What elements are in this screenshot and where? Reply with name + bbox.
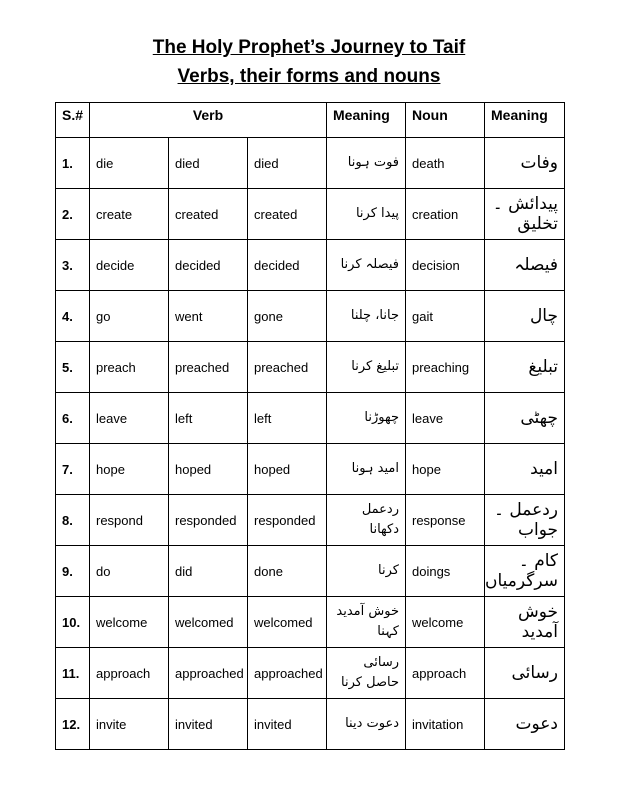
verb-past-participle-cell: hoped [248, 444, 327, 495]
verb-past-participle-cell: decided [248, 240, 327, 291]
table-row [56, 597, 565, 648]
verb-past-form-cell: hoped [169, 444, 248, 495]
verb-meaning-urdu-cell: تبلیغ کرنا [327, 342, 406, 393]
verb-meaning-urdu-cell: فوت ہونا [327, 138, 406, 189]
verb-past-form-cell: responded [169, 495, 248, 546]
verb-past-form-cell: left [169, 393, 248, 444]
table-row [56, 495, 565, 546]
noun-meaning-urdu-cell: امید [485, 444, 565, 495]
noun-meaning-urdu-cell: کام ۔ سرگرمیاں [485, 546, 565, 597]
table-row [56, 240, 565, 291]
verb-meaning-urdu-cell: دعوت دینا [327, 699, 406, 750]
verb-meaning-urdu-cell: ردعمل دکھانا [327, 495, 406, 546]
verb-base-form-cell: hope [90, 444, 169, 495]
verb-past-form-cell: approached [169, 648, 248, 699]
noun-meaning-urdu-cell: چھٹی [485, 393, 565, 444]
noun-meaning-urdu-cell: چال [485, 291, 565, 342]
verb-base-form-cell: go [90, 291, 169, 342]
verb-past-form-cell: decided [169, 240, 248, 291]
table-row [56, 342, 565, 393]
verb-base-form-cell: do [90, 546, 169, 597]
serial-number-cell: 8. [56, 495, 90, 546]
noun-cell: death [406, 138, 485, 189]
noun-cell: gait [406, 291, 485, 342]
header-serial: S.# [56, 103, 90, 138]
verb-past-participle-cell: done [248, 546, 327, 597]
noun-meaning-urdu-cell: پیدائش ۔ تخلیق [485, 189, 565, 240]
page-subtitle: Verbs, their forms and nouns [177, 66, 441, 87]
verb-past-participle-cell: died [248, 138, 327, 189]
noun-cell: hope [406, 444, 485, 495]
verb-past-form-cell: created [169, 189, 248, 240]
verb-base-form-cell: preach [90, 342, 169, 393]
table-row [56, 138, 565, 189]
verb-base-form-cell: respond [90, 495, 169, 546]
verb-past-form-cell: invited [169, 699, 248, 750]
verb-past-participle-cell: created [248, 189, 327, 240]
table-row [56, 699, 565, 750]
table-row [56, 189, 565, 240]
verb-past-form-cell: went [169, 291, 248, 342]
serial-number-cell: 1. [56, 138, 90, 189]
verb-meaning-urdu-cell: جانا، چلنا [327, 291, 406, 342]
table-row [56, 291, 565, 342]
verb-meaning-urdu-cell: رسائی حاصل کرنا [327, 648, 406, 699]
verb-base-form-cell: decide [90, 240, 169, 291]
table-header-row [56, 103, 565, 138]
verb-past-form-cell: preached [169, 342, 248, 393]
noun-cell: response [406, 495, 485, 546]
serial-number-cell: 9. [56, 546, 90, 597]
verb-meaning-urdu-cell: فیصلہ کرنا [327, 240, 406, 291]
table-row [56, 546, 565, 597]
verb-meaning-urdu-cell: خوش آمدید کہنا [327, 597, 406, 648]
serial-number-cell: 7. [56, 444, 90, 495]
verb-meaning-urdu-cell: کرنا [327, 546, 406, 597]
serial-number-cell: 4. [56, 291, 90, 342]
verb-past-participle-cell: welcomed [248, 597, 327, 648]
serial-number-cell: 5. [56, 342, 90, 393]
verb-base-form-cell: leave [90, 393, 169, 444]
noun-cell: decision [406, 240, 485, 291]
verb-past-participle-cell: responded [248, 495, 327, 546]
verb-meaning-urdu-cell: پیدا کرنا [327, 189, 406, 240]
verb-base-form-cell: welcome [90, 597, 169, 648]
verb-past-participle-cell: preached [248, 342, 327, 393]
verb-past-participle-cell: approached [248, 648, 327, 699]
serial-number-cell: 2. [56, 189, 90, 240]
noun-meaning-urdu-cell: خوش آمدید [485, 597, 565, 648]
serial-number-cell: 6. [56, 393, 90, 444]
noun-cell: leave [406, 393, 485, 444]
page-title: The Holy Prophet’s Journey to Taif [152, 37, 466, 58]
header-meaning-noun: Meaning [485, 103, 565, 138]
noun-cell: preaching [406, 342, 485, 393]
verb-meaning-urdu-cell: امید ہونا [327, 444, 406, 495]
noun-meaning-urdu-cell: تبلیغ [485, 342, 565, 393]
serial-number-cell: 11. [56, 648, 90, 699]
noun-cell: doings [406, 546, 485, 597]
table-row [56, 393, 565, 444]
verb-past-form-cell: did [169, 546, 248, 597]
verb-base-form-cell: create [90, 189, 169, 240]
noun-meaning-urdu-cell: وفات [485, 138, 565, 189]
serial-number-cell: 3. [56, 240, 90, 291]
header-noun: Noun [406, 103, 485, 138]
table-row [56, 648, 565, 699]
verb-past-participle-cell: invited [248, 699, 327, 750]
verb-past-form-cell: died [169, 138, 248, 189]
verb-meaning-urdu-cell: چھوڑنا [327, 393, 406, 444]
verb-past-participle-cell: gone [248, 291, 327, 342]
header-verb: Verb [90, 103, 327, 138]
serial-number-cell: 12. [56, 699, 90, 750]
noun-meaning-urdu-cell: رسائی [485, 648, 565, 699]
noun-meaning-urdu-cell: فیصلہ [485, 240, 565, 291]
table-row [56, 444, 565, 495]
verb-past-form-cell: welcomed [169, 597, 248, 648]
noun-meaning-urdu-cell: دعوت [485, 699, 565, 750]
verb-base-form-cell: invite [90, 699, 169, 750]
verb-past-participle-cell: left [248, 393, 327, 444]
noun-cell: creation [406, 189, 485, 240]
verb-base-form-cell: approach [90, 648, 169, 699]
verb-base-form-cell: die [90, 138, 169, 189]
noun-cell: approach [406, 648, 485, 699]
vocabulary-table [55, 102, 565, 750]
header-meaning-verb: Meaning [327, 103, 406, 138]
noun-cell: welcome [406, 597, 485, 648]
serial-number-cell: 10. [56, 597, 90, 648]
noun-cell: invitation [406, 699, 485, 750]
noun-meaning-urdu-cell: ردعمل ۔ جواب [485, 495, 565, 546]
